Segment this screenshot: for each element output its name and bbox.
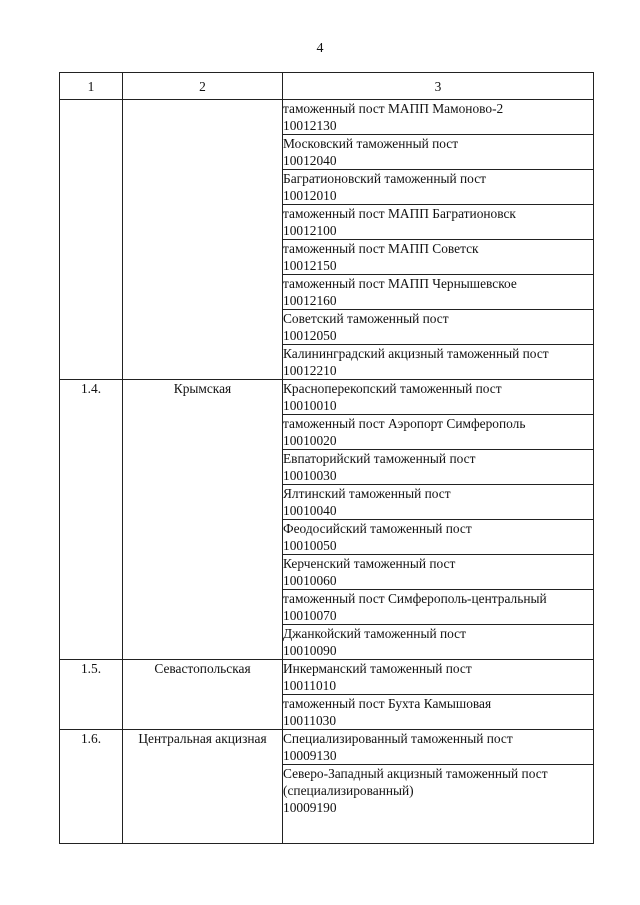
group-number	[60, 100, 123, 380]
customs-post-code: 10010020	[283, 433, 337, 448]
customs-post-code: 10011030	[283, 713, 337, 728]
customs-post-name: Северо-Западный акцизный таможенный пост	[283, 766, 548, 781]
customs-post-name: Инкерманский таможенный пост	[283, 661, 472, 676]
customs-post-cell	[283, 450, 594, 485]
customs-post-cell	[283, 380, 594, 415]
table-row	[60, 660, 594, 695]
customs-post-code: 10012100	[283, 223, 337, 238]
customs-post-code: 10010030	[283, 468, 337, 483]
customs-post-cell	[283, 170, 594, 205]
customs-post-code: 10009190	[283, 800, 337, 815]
customs-post-code: 10012150	[283, 258, 337, 273]
group-name: Севастопольская	[123, 660, 283, 730]
customs-post-code: 10012210	[283, 363, 337, 378]
customs-post-cell	[283, 310, 594, 345]
customs-post-name: таможенный пост МАПП Чернышевское	[283, 276, 517, 291]
customs-post-name: таможенный пост МАПП Советск	[283, 241, 479, 256]
table-row	[60, 380, 594, 415]
customs-post-code: 10012160	[283, 293, 337, 308]
customs-post-code: 10010070	[283, 608, 337, 623]
customs-post-cell	[283, 345, 594, 380]
group-number: 1.5.	[60, 660, 123, 730]
customs-post-name: Керченский таможенный пост	[283, 556, 456, 571]
customs-post-name: Ялтинский таможенный пост	[283, 486, 451, 501]
customs-post-code: 10012130	[283, 118, 337, 133]
customs-post-name: таможенный пост Симферополь-центральный	[283, 591, 547, 606]
customs-post-code: 10010010	[283, 398, 337, 413]
customs-post-cell	[283, 240, 594, 275]
table-body	[60, 100, 594, 844]
customs-post-name: таможенный пост Бухта Камышовая	[283, 696, 492, 711]
customs-post-name: Московский таможенный пост	[283, 136, 459, 151]
customs-post-name: Специализированный таможенный пост	[283, 731, 513, 746]
customs-post-name: Феодосийский таможенный пост	[283, 521, 472, 536]
table-header-row	[60, 73, 594, 100]
customs-post-cell	[283, 100, 594, 135]
customs-post-code: 10012050	[283, 328, 337, 343]
customs-post-cell	[283, 275, 594, 310]
page-number: 4	[316, 41, 324, 56]
customs-post-code: 10010040	[283, 503, 337, 518]
customs-post-cell	[283, 205, 594, 240]
customs-post-cell	[283, 135, 594, 170]
customs-post-name: Красноперекопский таможенный пост	[283, 381, 502, 396]
customs-post-cell	[283, 590, 594, 625]
customs-post-name: Калининградский акцизный таможенный пост	[283, 346, 549, 361]
group-name: Центральная акцизная	[123, 730, 283, 844]
customs-post-name: Джанкойский таможенный пост	[283, 626, 466, 641]
customs-post-name-cont: (специализированный)	[283, 783, 414, 798]
customs-post-cell	[283, 520, 594, 555]
customs-post-code: 10012010	[283, 188, 337, 203]
header-col-3: 3	[283, 73, 594, 100]
customs-post-code: 10010090	[283, 643, 337, 658]
customs-post-cell	[283, 415, 594, 450]
customs-post-code: 10011010	[283, 678, 337, 693]
customs-post-name: Багратионовский таможенный пост	[283, 171, 487, 186]
group-number: 1.6.	[60, 730, 123, 844]
customs-post-cell	[283, 660, 594, 695]
customs-post-cell	[283, 730, 594, 765]
customs-post-cell	[283, 555, 594, 590]
customs-post-code: 10009130	[283, 748, 337, 763]
customs-post-name: таможенный пост МАПП Мамоново-2	[283, 101, 504, 116]
header-col-1: 1	[60, 73, 123, 100]
group-name	[123, 100, 283, 380]
customs-post-name: таможенный пост МАПП Багратионовск	[283, 206, 516, 221]
header-col-2: 2	[123, 73, 283, 100]
customs-post-cell	[283, 485, 594, 520]
customs-post-cell	[283, 625, 594, 660]
customs-post-cell	[283, 765, 594, 844]
customs-posts-table	[59, 72, 594, 844]
customs-post-name: Евпаторийский таможенный пост	[283, 451, 476, 466]
customs-post-code: 10010050	[283, 538, 337, 553]
customs-post-code: 10012040	[283, 153, 337, 168]
customs-post-name: таможенный пост Аэропорт Симферополь	[283, 416, 526, 431]
table-row	[60, 730, 594, 765]
group-name: Крымская	[123, 380, 283, 660]
customs-post-name: Советский таможенный пост	[283, 311, 449, 326]
customs-post-cell	[283, 695, 594, 730]
group-number: 1.4.	[60, 380, 123, 660]
table-row	[60, 100, 594, 135]
customs-post-code: 10010060	[283, 573, 337, 588]
